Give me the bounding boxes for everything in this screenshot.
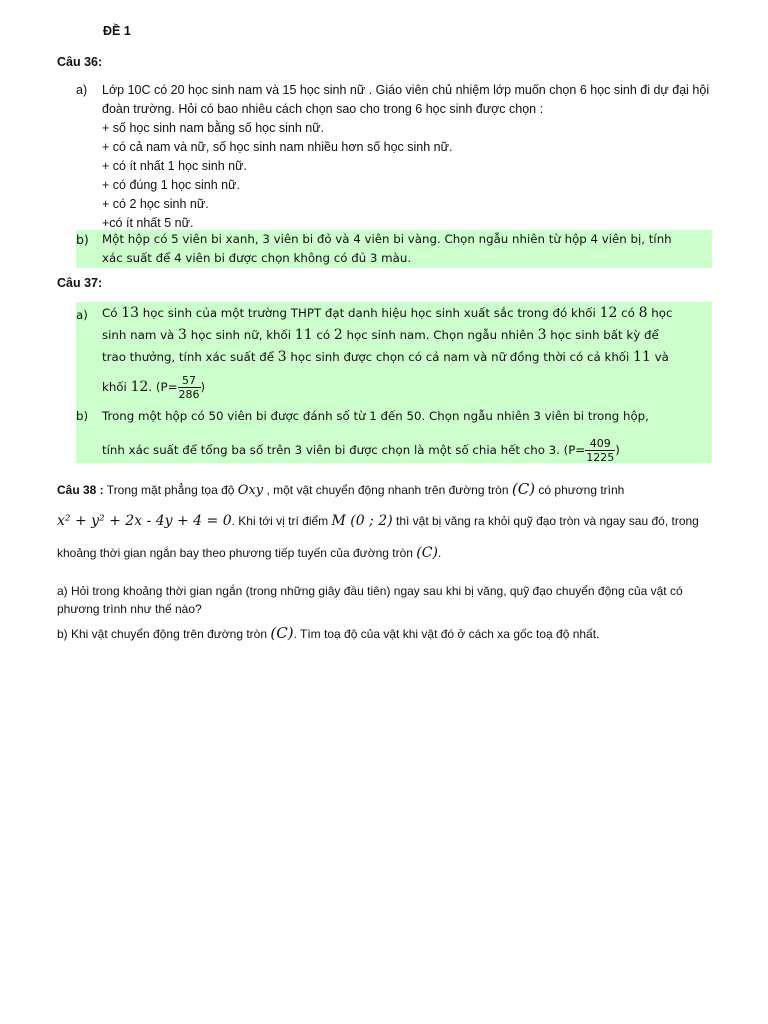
part-a-marker: a)	[76, 83, 88, 97]
question-38-tangent-line: khoảng thời gian ngắn bay theo phương tiếp tuyến của đường tròn (C).	[57, 545, 442, 561]
text-line: + có đúng 1 học sinh nữ.	[102, 178, 240, 192]
text-line: Có 13 học sinh của một trường THPT đạt danh hiệu học sinh xuất sắc trong đó khối 12 có 8 học	[102, 305, 673, 321]
circle-symbol: (C)	[511, 480, 536, 498]
text-line: Một hộp có 5 viên bi xanh, 3 viên bi đỏ và 4 viên bi vàng. Chọn ngẫu nhiên từ hộp 4 viên bị, tính	[102, 232, 672, 246]
text-line: khối 12. (P= $\frac{57}{286}$ )	[102, 374, 206, 401]
question-36-label: Câu 36:	[57, 55, 103, 69]
text-line: + có 2 học sinh nữ.	[102, 197, 209, 211]
text-line: trao thưởng, tính xác suất để 3 học sinh được chọn có cả nam và nữ đồng thời có cả khối 11 và	[102, 349, 669, 365]
text-line: +có ít nhất 5 nữ.	[102, 216, 194, 230]
circle-equation: x² + y² + 2x - 4y + 4 = 0	[57, 513, 232, 529]
text-line: Lớp 10C có 20 học sinh nam và 15 học sinh nữ . Giáo viên chủ nhiệm lớp muốn chọn 6 học sinh đi dự đại hội	[102, 83, 710, 97]
part-b-marker: b)	[76, 232, 89, 247]
question-38-equation-line: x² + y² + 2x - 4y + 4 = 0. Khi tới vị trí điểm M (0 ; 2) thì vật bị văng ra khỏi quỹ đạo tròn và ngay sau đó, trong	[57, 513, 699, 529]
text-line: Trong một hộp có 50 viên bi được đánh số từ 1 đến 50. Chọn ngẫu nhiên 3 viên bi trong hộp,	[102, 409, 649, 423]
circle-symbol: (C)	[416, 545, 438, 561]
coordinate-system: Oxy	[237, 483, 264, 498]
question-36-part-a	[76, 81, 712, 233]
circle-symbol: (C)	[270, 624, 294, 642]
point-m: M (0 ; 2)	[331, 513, 393, 529]
question-38-part-a: a) Hỏi trong khoảng thời gian ngắn (trong những giây đầu tiên) ngay sau khi bị văng, quỹ đạo chuyển động của vật có phương trình như thế nào?	[57, 584, 683, 616]
question-38-label: Câu 38 :	[57, 483, 104, 497]
probability-fraction: $\frac{57}{286}$	[178, 374, 200, 401]
part-b-marker: b)	[76, 409, 89, 423]
text-line: tính xác suất để tổng ba số trên 3 viên bi được chọn là một số chia hết cho 3. (P= $\frac{409}{1225}$ )	[102, 437, 620, 464]
text-line: + số học sinh nam bằng số học sinh nữ.	[102, 121, 325, 135]
probability-fraction: $\frac{409}{1225}$	[586, 437, 615, 464]
text-line: + có ít nhất 1 học sinh nữ.	[102, 159, 247, 173]
text-line: đoàn trường. Hỏi có bao nhiêu cách chọn sao cho trong 6 học sinh được chọn :	[102, 102, 544, 116]
question-38-intro: Câu 38 : Trong mặt phẳng tọa độ Oxy , một vật chuyển động nhanh trên đường tròn (C) có phương trình	[57, 480, 625, 498]
text-line: + có cả nam và nữ, số học sinh nam nhiều hơn số học sinh nữ.	[102, 140, 453, 154]
part-a-marker: a)	[76, 308, 88, 322]
question-38-part-b: b) Khi vật chuyển động trên đường tròn (C). Tìm toạ độ của vật khi vật đó ở cách xa gốc toạ độ nhất.	[57, 624, 600, 642]
document-title: ĐỀ 1	[103, 24, 131, 38]
question-37-box	[76, 302, 712, 463]
question-36-part-b	[76, 230, 712, 268]
question-37-label: Câu 37:	[57, 276, 103, 290]
text-line: xác suất để 4 viên bi được chọn không có đủ 3 màu.	[102, 251, 412, 265]
text-line: sinh nam và 3 học sinh nữ, khối 11 có 2 học sinh nam. Chọn ngẫu nhiên 3 học sinh bất kỳ để	[102, 327, 659, 343]
